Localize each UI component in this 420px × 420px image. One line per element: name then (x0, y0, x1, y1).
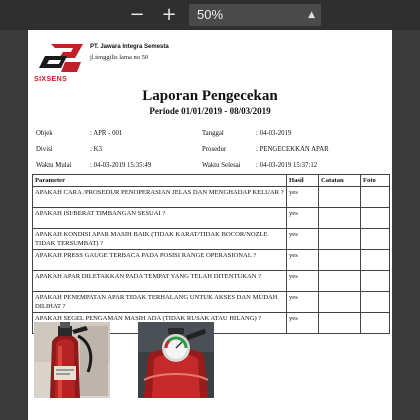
foto-cell (361, 187, 390, 208)
hasil-cell: yes (287, 292, 319, 313)
waktu-selesai-value: : 04-03-2019 15:37:12 (256, 162, 318, 169)
foto-cell (361, 250, 390, 271)
table-row (33, 208, 390, 229)
hasil-cell: yes (287, 271, 319, 292)
parameter-cell: APAKAH KONDISI APAR MASIH BAIK (TIDAK KARAT/TIDAK BOCOR/NOZLE TIDAK TERSUMBAT) ? (33, 229, 287, 250)
fire-extinguisher-photo-1 (34, 322, 110, 398)
objek-label: Objek (36, 130, 53, 137)
fire-extinguisher-photo-2 (138, 322, 214, 398)
chevron-updown-icon: ▲ (308, 10, 315, 20)
hasil-cell: yes (287, 229, 319, 250)
hasil-cell: yes (287, 187, 319, 208)
catatan-cell (319, 271, 361, 292)
hasil-cell: yes (287, 313, 319, 334)
catatan-cell (319, 187, 361, 208)
waktu-mulai-label: Waktu Mulai (36, 162, 72, 169)
table-row (33, 229, 390, 250)
table-header-row (33, 175, 390, 187)
plus-icon: + (161, 4, 177, 25)
header-hasil: Hasil (287, 175, 319, 187)
catatan-cell (319, 250, 361, 271)
logo-wordmark: SIXSENS (34, 76, 68, 83)
foto-cell (361, 208, 390, 229)
parameter-cell: APAKAH PRESS GAUGE TERBACA PADA POSISI RANGE OPERASIONAL ? (33, 250, 287, 271)
prosedur-label: Prosedur (202, 146, 227, 153)
hasil-cell: yes (287, 250, 319, 271)
tanggal-value: : 04-03-2019 (256, 130, 292, 137)
parameter-cell: APAKAH SEGEL PENGAMAN MASIH ADA (TIDAK RUSAK ATAU HILANG) ? (33, 313, 287, 334)
parameter-cell: APAKAH PENEMPATAN APAR TIDAK TERHALANG UNTUK AKSES DAN MUDAH DILIHAT ? (33, 292, 287, 313)
divisi-value: : K3 (90, 146, 102, 153)
parameter-cell: APAKAH CARA /PROSEDUR PENOPERASIAN JELAS DAN MENGHADAP KELUAR ? (33, 187, 287, 208)
header-foto: Foto (361, 175, 390, 187)
company-name: PT. Jawara Integra Semesta (90, 44, 169, 50)
report-period: Periode 01/01/2019 - 08/03/2019 (149, 106, 271, 116)
foto-cell (361, 271, 390, 292)
catatan-cell (319, 229, 361, 250)
header-parameter: Parameter (33, 175, 287, 187)
header-catatan: Catatan (319, 175, 361, 187)
minus-icon: − (129, 4, 145, 25)
zoom-in-button[interactable] (158, 5, 180, 25)
waktu-mulai-value: : 04-03-2019 15:35:49 (90, 162, 152, 169)
company-logo (37, 42, 87, 78)
waktu-selesai-label: Waktu Selesai (202, 162, 241, 169)
table-row (33, 187, 390, 208)
catatan-cell (319, 208, 361, 229)
report-title: Laporan Pengecekan (142, 88, 278, 104)
table-row (33, 292, 390, 313)
foto-cell (361, 292, 390, 313)
catatan-cell (319, 313, 361, 334)
checklist-table (32, 174, 390, 334)
parameter-cell: APAKAH ISI/BERAT TIMBANGAN SESUAI ? (33, 208, 287, 229)
table-row (33, 271, 390, 292)
objek-value: : APR - 001 (90, 130, 123, 137)
zoom-level-select[interactable] (189, 4, 321, 26)
divisi-label: Divisi (36, 146, 53, 153)
prosedur-value: : PENGECEKKAN APAR (256, 146, 329, 153)
pdf-toolbar (0, 0, 420, 30)
hasil-cell: yes (287, 208, 319, 229)
zoom-out-button[interactable] (126, 5, 148, 25)
foto-cell (361, 229, 390, 250)
catatan-cell (319, 292, 361, 313)
company-address: jl.tenggilis lama no 50 (90, 54, 149, 61)
foto-cell (361, 313, 390, 334)
parameter-cell: APAKAH APAR DILETAKKAN PADA TEMPAT YANG TELAH DITENTUKAN ? (33, 271, 287, 292)
pdf-page (28, 30, 392, 420)
zoom-level-value: 50% (197, 7, 224, 22)
table-row (33, 250, 390, 271)
tanggal-label: Tanggal (202, 130, 224, 137)
